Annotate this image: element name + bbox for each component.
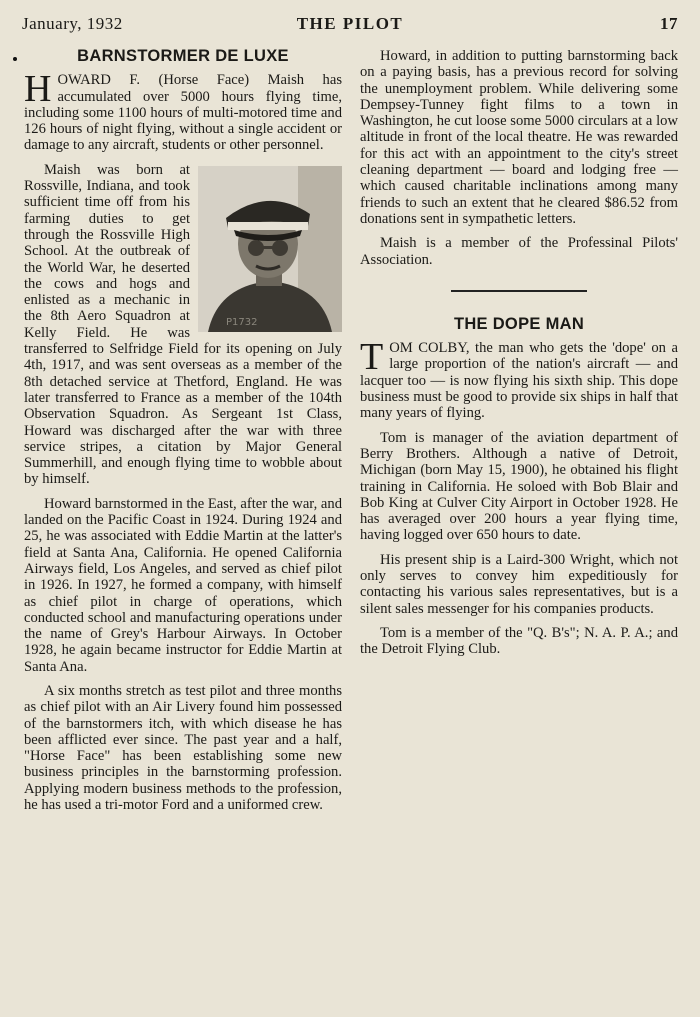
- article1-paragraph-3: Howard barnstormed in the East, after the war, and landed on the Pacific Coast in 1924. During 1924 and 25, he was associated with Eddie Martin at the latter's field at Santa Ana, California. He opened California Airways field, Los Angeles, and served as chief pilot in 1926. In 1927, he formed a company, with himself as chief pilot in charge of operations, which conducted school and manufacturing operations under the name of Grey's Harbour Airways. In October 1928, he again became instructor for Eddie Martin at Santa Ana.: [24, 495, 342, 675]
- article1-paragraph-1: HOWARD F. (Horse Face) Maish has accumulated over 5000 hours flying time, including some 1100 hours of multi-motored time and 126 hours of night flying, without a single accident or damage to any aircraft, students or other personnel.: [24, 68, 342, 154]
- article1-paragraph-6: Maish is a member of the Professinal Pilots' Association.: [360, 235, 678, 268]
- issue-date: January, 1932: [22, 14, 123, 33]
- drop-cap: H: [24, 68, 52, 111]
- page-header: [22, 14, 678, 36]
- page-number: 17: [660, 14, 678, 33]
- drop-cap: T: [360, 336, 384, 379]
- right-column: [360, 48, 678, 997]
- article2-paragraph-2: Tom is manager of the aviation department of Berry Brothers. Although a native of Detroit, Michigan (born May 15, 1900), he obtained his flight training in California. He soloed with Bob Blair and Bob King at Culver City Airport in October 1928. He has averaged over 200 hours a year flying time, having logged over 650 hours to date.: [360, 429, 678, 544]
- photo-caption: P1732: [226, 317, 258, 329]
- article-divider: [451, 290, 587, 292]
- left-column: [24, 48, 342, 997]
- article1-paragraph-5: Howard, in addition to putting barnstorming back on a paying basis, has a previous record for solving the unemployment problem. While delivering some Dempsey-Tunney fight films to a town in Washington, he cut loose some 5000 circulars at a low altitude in front of the local theatre. He was rewarded for this act with an appointment to the city's street cleaning department — board and lodging free — which caused charitable inclinations among many friends to such an extent that he cleared $86.52 from donations sent in sympathetic letters.: [360, 48, 678, 227]
- ink-dot: [13, 57, 17, 61]
- article2-paragraph-1: TOM COLBY, the man who gets the 'dope' on a large proportion of the nation's aircraft — and lacquer too — is now flying his sixth ship. This dope business must be good to provide six ships in half that many years of flying.: [360, 336, 678, 422]
- article2-paragraph-4: Tom is a member of the "Q. B's"; N. A. P. A.; and the Detroit Flying Club.: [360, 624, 678, 658]
- article-headline-dope-man: THE DOPE MAN: [453, 314, 585, 333]
- article2-paragraph-3: His present ship is a Laird-300 Wright, which not only serves to convey him expeditiously for contacting his various sales representatives, but is a silent sales messenger for his companies products.: [360, 551, 678, 617]
- pilot-portrait-photo: [198, 166, 342, 332]
- portrait-image: [198, 166, 342, 332]
- article-headline-barnstormer: BARNSTORMER DE LUXE: [77, 47, 289, 65]
- article1-paragraph-2: Maish was born at Rossville, Indiana, and took sufficient time off from his farming duties to get through the Rossville High School. At the outbreak of the World War, he deserted the cows and hogs and enlisted as a mechanic in the 8th Aero Squadron at Kelly Field. He was transferred to Selfridge Field for its opening on July 4th, 1917, and was sent overseas as a member of the 8th detached service at Thetford, England. He was later transferred to France as a member of the 104th Observation Squadron. As Sergeant 1st Class, Howard was discharged after the war with three service stripes, a citation by Major General Summerhill, and enough flying time to wobble about by himself.: [24, 161, 342, 488]
- article1-paragraph-4: A six months stretch as test pilot and three months as chief pilot with an Air Livery found him possessed of the barnstormers itch, with which disease he has been afflicted ever since. The past year and a half, "Horse Face" has been establishing some new business principles in the barnstorming profession. Applying modern business methods to the profession, he has used a tri-motor Ford and a uniformed crew.: [24, 682, 342, 814]
- publication-title: THE PILOT: [296, 14, 404, 33]
